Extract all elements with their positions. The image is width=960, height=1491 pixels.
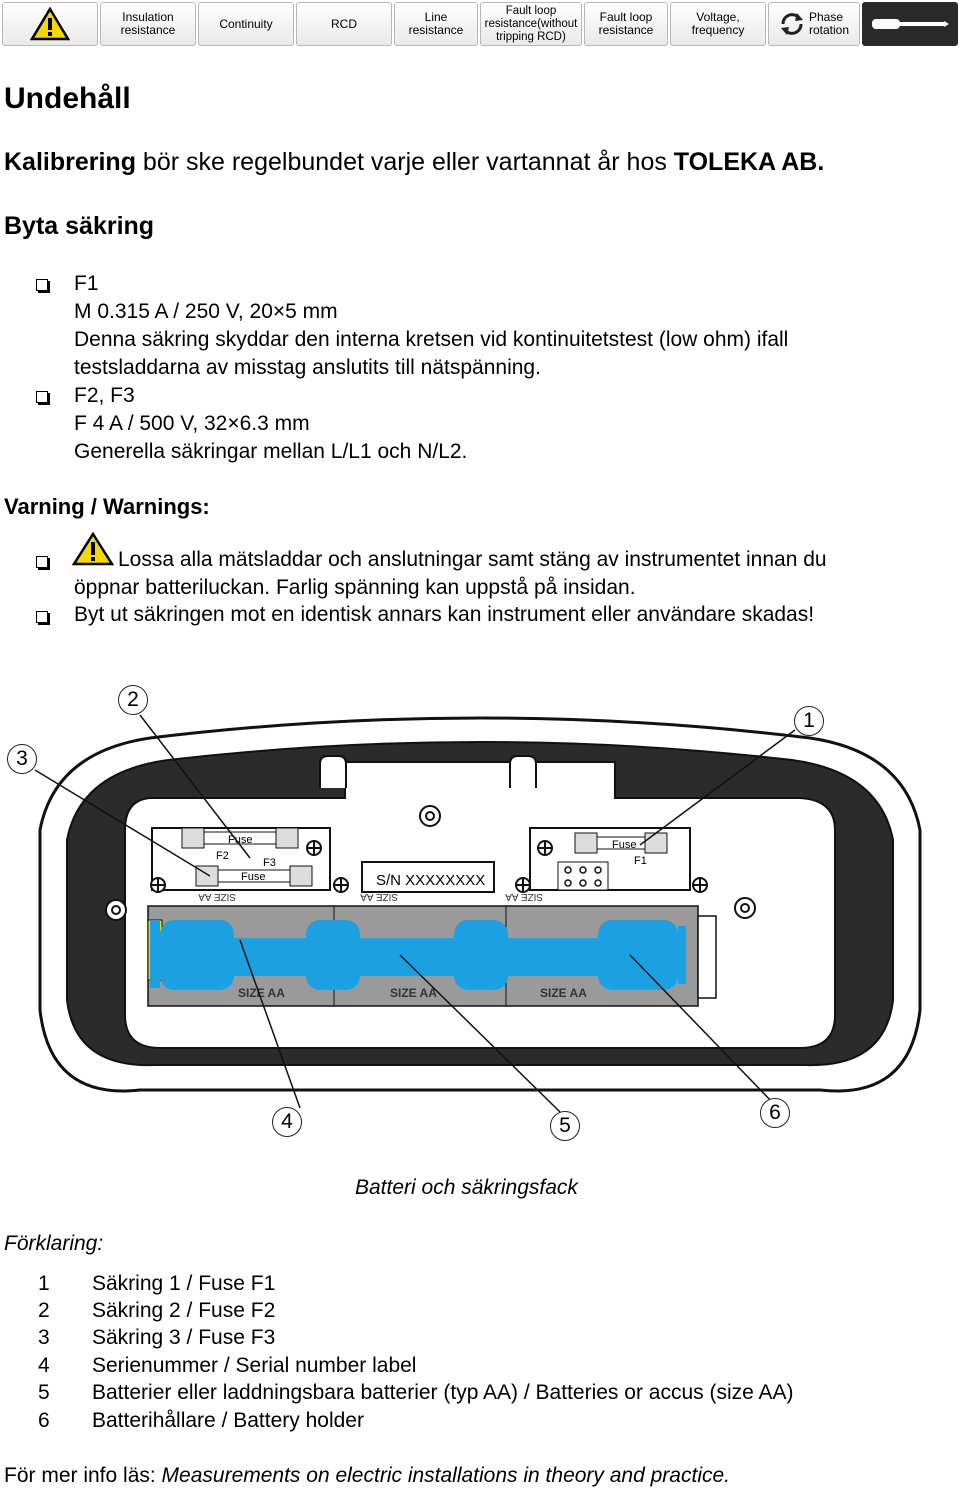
- svg-text:Fuse: Fuse: [612, 839, 637, 851]
- tab-fault-loop-resistance[interactable]: Fault loop resistance: [584, 2, 668, 46]
- warning-1-line1: Lossa alla mätsladdar och anslutningar samt stäng av instrumentet innan du: [118, 548, 827, 571]
- svg-text:F1: F1: [634, 855, 647, 867]
- reference-title: Measurements on electric installations in theory and practice.: [161, 1464, 730, 1487]
- fuse-heading: Byta säkring: [4, 212, 155, 240]
- calibration-text: bör ske regelbundet varje eller vartannat år hos: [135, 148, 674, 176]
- svg-text:Fuse: Fuse: [228, 834, 253, 846]
- bullet-checkbox: [36, 556, 48, 568]
- tab-fault-loop-no-trip[interactable]: Fault loop resistance(without tripping RCD): [480, 2, 582, 46]
- fuse-f2f3-desc: Generella säkringar mellan L/L1 och N/L2.: [74, 440, 468, 463]
- callout-2: 2: [118, 685, 148, 715]
- callout-5: 5: [550, 1111, 580, 1141]
- fuse-f2f3-rating: F 4 A / 500 V, 32×6.3 mm: [74, 412, 310, 435]
- tab-voltage-frequency[interactable]: Voltage, frequency: [670, 2, 766, 46]
- svg-text:SIZE AA: SIZE AA: [540, 986, 587, 1000]
- callout-3: 3: [7, 744, 37, 774]
- warning-2: Byt ut säkringen mot en identisk annars kan instrument eller användare skadas!: [74, 603, 815, 626]
- callout-4: 4: [272, 1107, 302, 1137]
- svg-text:F3: F3: [263, 857, 276, 869]
- fuse-f1-desc-cont: testsladdarna av misstag anslutits till nätspänning.: [74, 356, 541, 379]
- svg-text:SIZE AA: SIZE AA: [198, 891, 236, 902]
- tab-continuity[interactable]: Continuity: [198, 2, 294, 46]
- svg-text:SIZE AA: SIZE AA: [505, 891, 543, 902]
- tab-rcd[interactable]: RCD: [296, 2, 392, 46]
- warning-icon: [72, 532, 114, 566]
- svg-text:SIZE AA: SIZE AA: [238, 986, 285, 1000]
- tab-warning[interactable]: [2, 2, 98, 46]
- warning-1-line2: öppnar batteriluckan. Farlig spänning kan uppstå på insidan.: [74, 576, 636, 599]
- legend-title: Förklaring:: [4, 1232, 104, 1255]
- diagram-caption: Batteri och säkringsfack: [355, 1176, 578, 1199]
- bullet-checkbox: [36, 391, 48, 403]
- battery-fuse-compartment-diagram: [0, 680, 960, 1150]
- fuse-item-f1: [74, 270, 788, 382]
- fuse-f1-desc: Denna säkring skyddar den interna kretsen vid kontinuitetstest (low ohm) ifall: [74, 328, 789, 351]
- callout-1: 1: [794, 706, 824, 736]
- svg-text:S/N XXXXXXXX: S/N XXXXXXXX: [376, 872, 486, 889]
- svg-text:F2: F2: [216, 850, 229, 862]
- fuse-f2f3-name: F2, F3: [74, 384, 135, 407]
- svg-text:SIZE AA: SIZE AA: [390, 986, 437, 1000]
- callout-6: 6: [760, 1098, 790, 1128]
- warning-icon: [30, 7, 70, 41]
- company-name: TOLEKA AB.: [673, 148, 825, 176]
- footer-reference: [4, 1464, 730, 1488]
- tab-phase-rotation[interactable]: Phase rotation: [768, 2, 860, 46]
- warning-heading: Varning / Warnings:: [4, 494, 210, 519]
- calibration-paragraph: [4, 148, 824, 177]
- tab-insulation-resistance[interactable]: Insulation resistance: [100, 2, 196, 46]
- footer-prefix: För mer info läs:: [4, 1464, 162, 1487]
- svg-text:Fuse: Fuse: [241, 871, 266, 883]
- tab-line-resistance[interactable]: Line resistance: [394, 2, 478, 46]
- screwdriver-icon: [870, 14, 950, 34]
- bullet-checkbox: [36, 611, 48, 623]
- page-title: Undehåll: [4, 82, 131, 115]
- fuse-item-f2-f3: [74, 382, 467, 466]
- bullet-checkbox: [36, 279, 48, 291]
- svg-text:SIZE AA: SIZE AA: [360, 891, 398, 902]
- fuse-f1-name: F1: [74, 272, 99, 295]
- rotation-icon: [779, 11, 805, 37]
- fuse-f1-rating: M 0.315 A / 250 V, 20×5 mm: [74, 300, 338, 323]
- test-mode-tabbar: [2, 2, 958, 48]
- calibration-term: Kalibrering: [4, 148, 136, 176]
- tab-screwdriver[interactable]: [862, 2, 958, 46]
